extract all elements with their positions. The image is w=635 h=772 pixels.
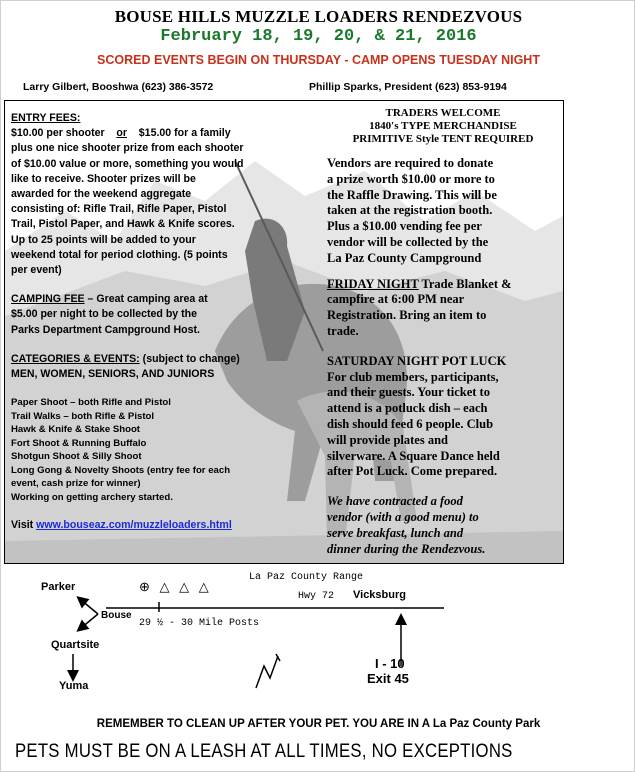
vicksburg-label: Vicksburg — [353, 589, 406, 601]
camping-line: Parks Department Campground Host. — [11, 323, 200, 336]
or-label: or — [116, 127, 127, 140]
friday-heading: FRIDAY NIGHT — [327, 276, 419, 291]
parker-arrow — [81, 600, 98, 614]
friday-text: Trade Blanket & — [418, 276, 512, 291]
categories-line — [11, 352, 301, 367]
quartsite-arrow — [81, 614, 98, 628]
categories-note: (subject to change) — [139, 352, 240, 365]
family-fee: $15.00 for a family — [138, 127, 231, 140]
contact-president: Phillip Sparks, President (623) 853-9194 — [309, 81, 507, 93]
saturday-text: For club members, participants, — [327, 369, 499, 384]
range-label: La Paz County Range — [249, 572, 364, 583]
events-list — [11, 396, 301, 504]
entry-line: of $10.00 value or more, something you would — [11, 157, 244, 170]
contact-booshwa: Larry Gilbert, Booshwa (623) 386-3572 — [23, 81, 214, 93]
info-box — [4, 100, 564, 564]
list-item: Fort Shoot & Running Buffalo — [11, 437, 147, 449]
vendor-line: Vendors are required to donate — [327, 156, 494, 170]
visit-line — [11, 518, 301, 533]
friday-line — [327, 277, 559, 293]
entry-line: weekend total for period clothing. (5 points — [11, 248, 228, 261]
camping-fee-heading: CAMPING FEE — [11, 293, 85, 306]
saturday-text: after Pot Luck. Come prepared. — [327, 464, 498, 479]
parker-label: Parker — [41, 581, 76, 593]
list-item: Paper Shoot – both Rifle and Pistol — [11, 397, 171, 409]
camping-line: – Great camping area at — [84, 293, 208, 306]
traders-block — [327, 107, 559, 146]
saturday-text: will provide plates and — [327, 432, 448, 447]
list-item: Shotgun Shoot & Silly Shoot — [11, 451, 142, 463]
entry-fee-line — [11, 126, 301, 141]
visit-label: Visit — [11, 519, 37, 532]
scored-events-notice: SCORED EVENTS BEGIN ON THURSDAY - CAMP OPENS TUESDAY NIGHT — [97, 53, 540, 67]
food-line: serve breakfast, lunch and — [327, 525, 464, 540]
saturday-heading: SATURDAY NIGHT POT LUCK — [327, 353, 507, 368]
camping-fee-line — [11, 292, 301, 307]
saturday-text: silverware. A Square Dance held — [327, 448, 500, 463]
traders-line: PRIMITIVE Style TENT REQUIRED — [352, 133, 534, 145]
saturday-text: and their guests. Your ticket to — [327, 385, 490, 400]
interstate-label: I - 10 — [375, 656, 405, 671]
friday-text: campfire at 6:00 PM near — [327, 292, 465, 307]
list-item: event, cash prize for winner) — [11, 478, 141, 490]
list-item: Trail Walks – both Rifle & Pistol — [11, 410, 155, 422]
yuma-label: Yuma — [59, 680, 89, 692]
categories-heading: CATEGORIES & EVENTS: — [11, 352, 140, 365]
north-arrow-icon — [256, 656, 278, 688]
camping-line: $5.00 per night to be collected by the — [11, 308, 198, 321]
friday-text: Registration. Bring an item to — [327, 308, 487, 323]
traders-line: 1840's TYPE MERCHANDISE — [369, 120, 517, 132]
leash-notice: PETS MUST BE ON A LEASH AT ALL TIMES, NO EXCEPTIONS — [15, 741, 513, 762]
vendor-line: Plus a $10.00 vending fee per — [327, 219, 482, 234]
vendor-line: vendor will be collected by the — [327, 234, 489, 249]
vendor-info-column — [327, 107, 559, 557]
list-item: Hawk & Knife & Stake Shoot — [11, 424, 141, 436]
website-link[interactable]: www.bouseaz.com/muzzleloaders.html — [36, 519, 232, 532]
event-dates: February 18, 19, 20, & 21, 2016 — [160, 27, 477, 46]
entry-line: per event) — [11, 264, 62, 277]
food-line: vendor (with a good menu) to — [327, 509, 479, 524]
range-symbols-icon: ⊕ △ △ △ — [139, 579, 212, 594]
mileposts-label: 29 ½ - 30 Mile Posts — [139, 618, 260, 629]
entry-line: Trail, Pistol Paper, and Hawk & Knife scores. — [11, 218, 235, 231]
saturday-text: attend is a potluck dish – each — [327, 401, 488, 416]
vendor-line: La Paz County Campground — [327, 250, 482, 265]
saturday-text: dish should feed 6 people. Club — [327, 416, 494, 431]
list-item: Working on getting archery started. — [11, 491, 173, 503]
bouse-label: Bouse — [101, 610, 132, 621]
vendor-line: a prize worth $10.00 or more to — [327, 171, 495, 186]
categories-list: MEN, WOMEN, SENIORS, AND JUNIORS — [11, 368, 215, 381]
friday-text: trade. — [327, 323, 359, 338]
entry-line: awarded for the weekend aggregate — [11, 188, 192, 201]
quartsite-label: Quartsite — [51, 639, 100, 651]
traders-line: TRADERS WELCOME — [385, 107, 501, 119]
per-shooter-fee: $10.00 per shooter — [11, 127, 105, 140]
pet-cleanup-notice: REMEMBER TO CLEAN UP AFTER YOUR PET. YOU ARE IN A La Paz County Park — [96, 718, 541, 730]
exit-label: Exit 45 — [367, 671, 409, 686]
entry-line: like to receive. Shooter prizes will be — [11, 172, 196, 185]
food-line: We have contracted a food — [327, 494, 463, 509]
food-line: dinner during the Rendezvous. — [327, 541, 486, 556]
list-item: Long Gong & Novelty Shoots (entry fee for each — [11, 464, 231, 476]
hwy-label: Hwy 72 — [298, 591, 335, 602]
entry-fees-heading: ENTRY FEES: — [11, 112, 81, 124]
vendor-line: taken at the registration booth. — [327, 203, 493, 218]
entry-line: plus one nice shooter prize from each shooter — [11, 142, 244, 155]
entry-line: Up to 25 points will be added to your — [11, 233, 196, 246]
flyer-title: BOUSE HILLS MUZZLE LOADERS RENDEZVOUS — [114, 7, 523, 26]
directions-map — [1, 566, 635, 716]
food-vendor-block — [327, 494, 559, 557]
entry-line: consisting of: Rifle Trail, Rifle Paper, Pistol — [11, 203, 227, 216]
vendor-line: the Raffle Drawing. This will be — [327, 187, 497, 202]
entry-info-column — [11, 111, 301, 533]
